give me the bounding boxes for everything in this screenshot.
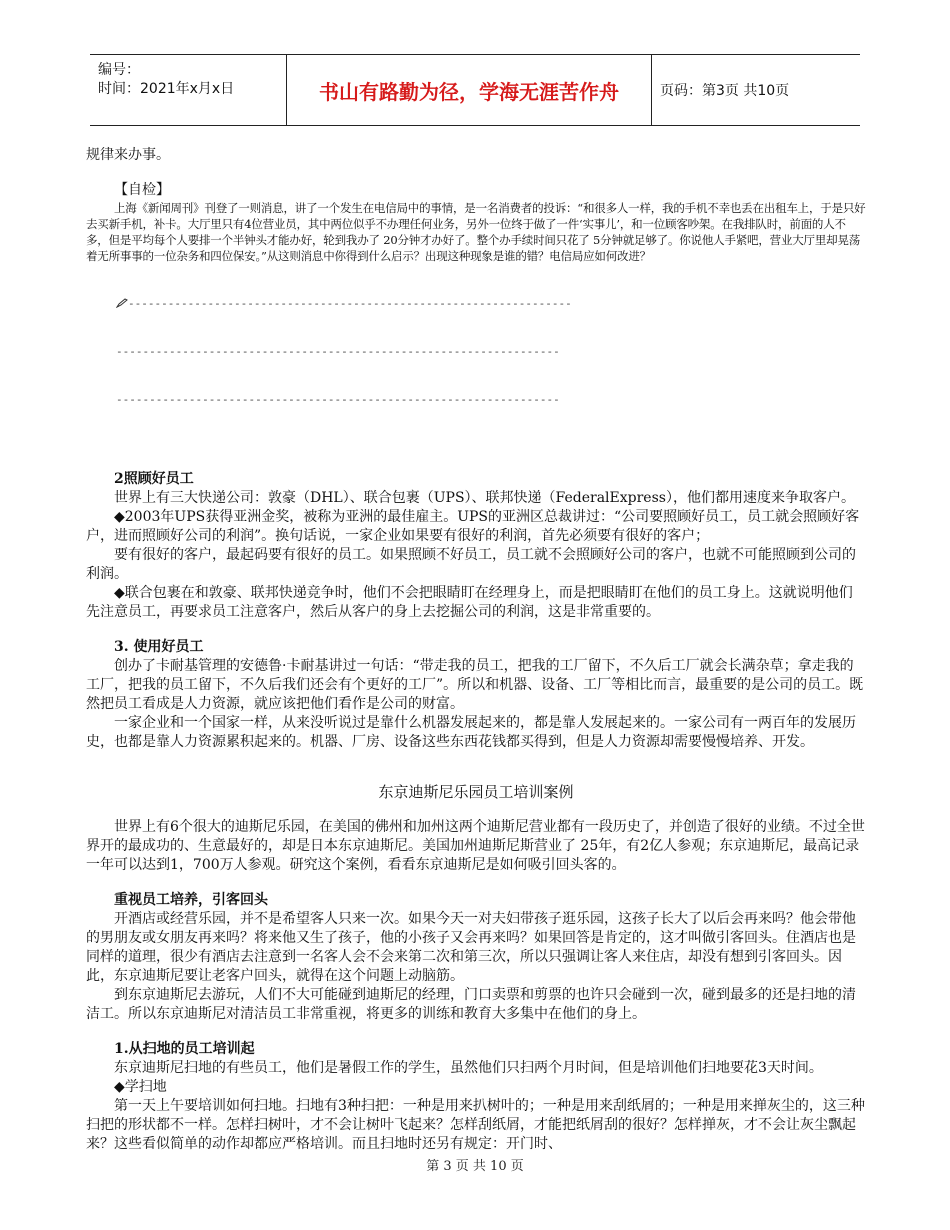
self-check-label: 【自检】 bbox=[114, 182, 170, 198]
page-footer: 第 3 页 共 10 页 bbox=[426, 1159, 524, 1174]
header-meta bbox=[98, 61, 284, 119]
paragraph: 创办了卡耐基管理的安德鲁·卡耐基讲过一句话：“带走我的员工，把我的工厂留下，不久后工厂就会长满杂草；拿走我的工厂，把我的员工留下，不久后我们还会有个更好的工厂”。所以和机器、设备、工厂等相比而言，最重要的是公司的员工。既然把员工看成是人力资源，就应该把他们看作是公司的财富。 bbox=[86, 658, 864, 712]
paragraph: 东京迪斯尼扫地的有些员工，他们是暑假工作的学生，虽然他们只扫两个月时间，但是培训他们扫地要花3天时间。 bbox=[114, 1060, 823, 1076]
section-heading: 重视员工培养，引客回头 bbox=[114, 892, 268, 908]
answer-area bbox=[116, 264, 866, 440]
page-header bbox=[90, 54, 860, 126]
self-check-text: 上海《新闻周刊》刊登了一则消息，讲了一个发生在电信局中的事情，是一名消费者的投诉：“和很多人一样，我的手机不幸也丢在出租车上，于是只好去买新手机，补卡。大厅里只有4位营业员，其中两位似乎不办理任何业务，另外一位终于做了一件‘实事儿’，和一位顾客吵架。在我排队时，前面的人不多，但是平均每个人要排一个半钟头才能办好，轮到我办了 20分钟才办好了。整个办手续时间只花了 5分钟就足够了。你说他人手紧吧，营业大厅里却晃荡着无所事事的一位杂务和四位保安。”从这则消息中你得到什么启示？出现这种现象是谁的错？电信局应如何改进？ bbox=[86, 201, 866, 263]
section-heading: 2照顾好员工 bbox=[114, 471, 194, 487]
paragraph: 要有很好的客户，最起码要有很好的员工。如果照顾不好员工，员工就不会照顾好公司的客户，也就不可能照顾到公司的利润。 bbox=[86, 547, 856, 582]
pencil-icon bbox=[116, 298, 128, 308]
case-title: 东京迪斯尼乐园员工培训案例 bbox=[378, 783, 574, 801]
page-body bbox=[86, 146, 866, 1154]
paragraph: 到东京迪斯尼去游玩，人们不大可能碰到迪斯尼的经理，门口卖票和剪票的也许只会碰到一次，碰到最多的还是扫地的清洁工。所以东京迪斯尼对清洁员工非常重视，将更多的训练和教育大多集中在他们的身上。 bbox=[86, 987, 856, 1022]
answer-line[interactable]: ------------------------------------------------------------------- bbox=[116, 393, 560, 406]
paragraph: ◆2003年UPS获得亚洲金奖，被称为亚洲的最佳雇主。UPS的亚洲区总裁讲过：“公司要照顾好员工，员工就会照顾好客户，进而照顾好公司的利润”。换句话说，一家企业如果要有很好的利润，首先必须要有很好的客户； bbox=[86, 509, 860, 544]
section-heading: 3. 使用好员工 bbox=[114, 639, 204, 655]
paragraph: 开酒店或经营乐园，并不是希望客人只来一次。如果今天一对夫妇带孩子逛乐园，这孩子长大了以后会再来吗？他会带他的男朋友或女朋友再来吗？将来他又生了孩子，他的小孩子又会再来吗？如果回答是肯定的，这才叫做引客回头。住酒店也是同样的道理，很少有酒店去注意到一名客人会不会来第二次和第三次，所以只强调让客人来住店，却没有想到引客回头。因此，东京迪斯尼要让老客户回头，就得在这个问题上动脑筋。 bbox=[86, 911, 856, 984]
answer-line[interactable]: ------------------------------------------------------------------- bbox=[116, 345, 560, 358]
paragraph: 一家企业和一个国家一样，从来没听说过是靠什么机器发展起来的，都是靠人发展起来的。一家公司有一两百年的发展历史，也都是靠人力资源累积起来的。机器、厂房、设备这些东西花钱都买得到，但是人力资源却需要慢慢培养、开发。 bbox=[86, 715, 856, 750]
header-page-code: 页码：第3页 共10页 bbox=[660, 83, 790, 99]
document-date: 时间：2021年x月x日 bbox=[98, 81, 235, 97]
header-motto: 书山有路勤为径，学海无涯苦作舟 bbox=[286, 55, 652, 125]
paragraph: 世界上有三大快递公司：敦豪（DHL）、联合包裹（UPS）、联邦快递（FederalExpress），他们都用速度来争取客户。 bbox=[114, 490, 855, 506]
answer-line[interactable]: ------------------------------------------------------------------- bbox=[116, 296, 866, 312]
paragraph: 世界上有6个很大的迪斯尼乐园，在美国的佛州和加州这两个迪斯尼营业都有一段历史了，并创造了很好的业绩。不过全世界开的最成功的、生意最好的，却是日本东京迪斯尼。美国加州迪斯尼斯营业了 25年，有2亿人参观；东京迪斯尼，最高记录一年可以达到1，700万人参观。研究这个案例，看看东京迪斯尼是如何吸引回头客的。 bbox=[86, 819, 865, 873]
bullet-label: ◆学扫地 bbox=[114, 1079, 167, 1095]
intro-line: 规律来办事。 bbox=[86, 147, 170, 163]
paragraph: ◆联合包裹在和敦豪、联邦快递竞争时，他们不会把眼睛盯在经理身上，而是把眼睛盯在他们的员工身上。这就说明他们先注意员工，再要求员工注意客户，然后从客户的身上去挖掘公司的利润，这是非常重要的。 bbox=[86, 585, 853, 620]
paragraph: 第一天上午要培训如何扫地。扫地有3种扫把：一种是用来扒树叶的；一种是用来刮纸屑的；一种是用来掸灰尘的，这三种扫把的形状都不一样。怎样扫树叶，才不会让树叶飞起来？怎样刮纸屑，才能把纸屑刮的很好？怎样掸灰，才不会让灰尘飘起来？这些看似简单的动作却都应严格培训。而且扫地时还另有规定：开门时、 bbox=[86, 1098, 865, 1152]
section-heading: 1.从扫地的员工培训起 bbox=[114, 1041, 255, 1057]
document-number-label: 编号： bbox=[98, 62, 140, 78]
